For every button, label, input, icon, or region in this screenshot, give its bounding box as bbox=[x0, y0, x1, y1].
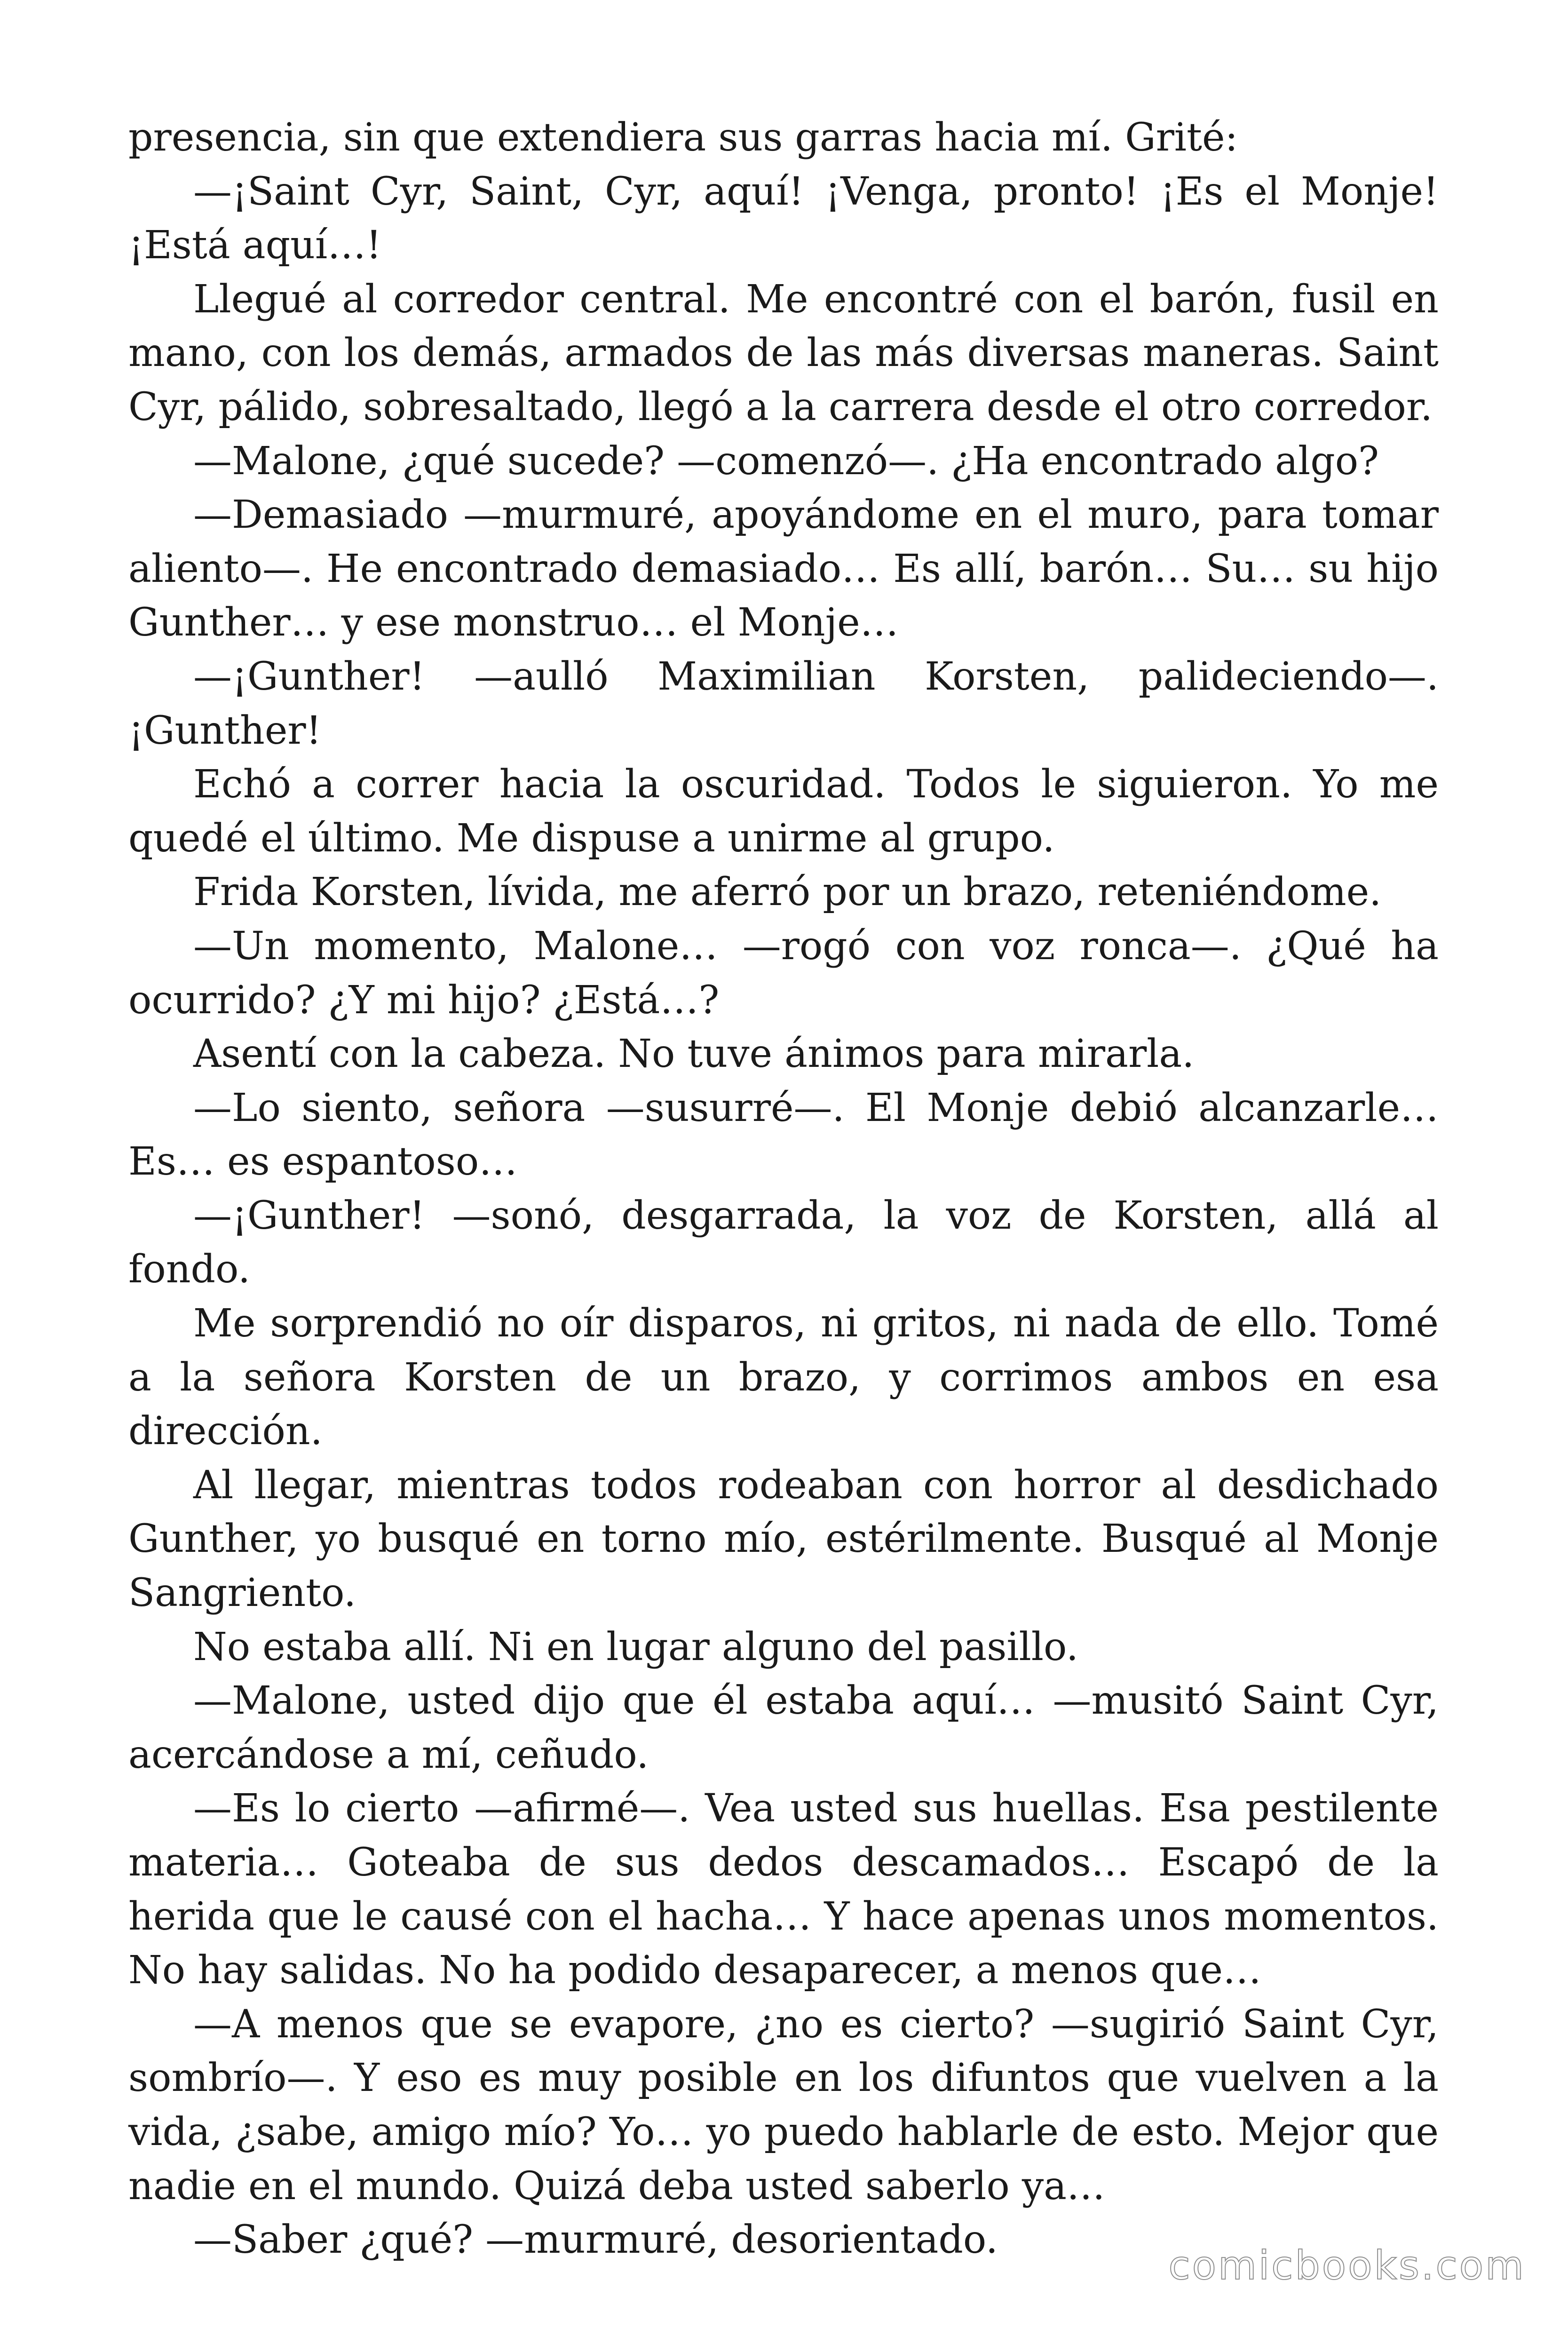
paragraph-5: —Demasiado —murmuré, apoyándome en el muro, para tomar aliento—. He encontrado demasiado… Es allí, barón… Su… su hijo Gunther… y ese monstruo… el Monje… bbox=[128, 493, 1439, 645]
paragraph-13: Me sorprendió no oír disparos, ni gritos, ni nada de ello. Tomé a la señora Korsten de un brazo, y corrimos ambos en esa dirección. bbox=[128, 1301, 1439, 1454]
paragraph-2: —¡Saint Cyr, Saint, Cyr, aquí! ¡Venga, pronto! ¡Es el Monje! ¡Está aquí…! bbox=[128, 169, 1439, 268]
paragraph-15: No estaba allí. Ni en lugar alguno del pasillo. bbox=[193, 1624, 1078, 1669]
paragraph-1: presencia, sin que extendiera sus garras hacia mí. Grité: bbox=[128, 115, 1238, 160]
paragraph-12: —¡Gunther! —sonó, desgarrada, la voz de Korsten, allá al fondo. bbox=[128, 1193, 1439, 1292]
paragraph-11: —Lo siento, señora —susurré—. El Monje debió alcanzarle… Es… es espantoso… bbox=[128, 1085, 1439, 1184]
paragraph-9: —Un momento, Malone… —rogó con voz ronca—. ¿Qué ha ocurrido? ¿Y mi hijo? ¿Está…? bbox=[128, 923, 1439, 1023]
paragraph-8: Frida Korsten, lívida, me aferró por un brazo, reteniéndome. bbox=[193, 870, 1382, 915]
paragraph-18: —A menos que se evapore, ¿no es cierto? —sugirió Saint Cyr, sombrío—. Y eso es muy posible en los difuntos que vuelven a la vida, ¿sabe, amigo mío? Yo… yo puedo hablarle de esto. Mejor que nadie en el mundo. Quizá deba usted saberlo ya… bbox=[128, 2002, 1439, 2209]
paragraph-4: —Malone, ¿qué sucede? —comenzó—. ¿Ha encontrado algo? bbox=[193, 438, 1379, 484]
paragraph-3: Llegué al corredor central. Me encontré con el barón, fusil en mano, con los demás, armados de las más diversas maneras. Saint Cyr, pálido, sobresaltado, llegó a la carrera desde el otro corredor. bbox=[128, 277, 1439, 429]
paragraph-7: Echó a correr hacia la oscuridad. Todos le siguieron. Yo me quedé el último. Me dispuse a unirme al grupo. bbox=[128, 762, 1439, 861]
paragraph-16: —Malone, usted dijo que él estaba aquí… —musitó Saint Cyr, acercándose a mí, ceñudo. bbox=[128, 1678, 1439, 1777]
watermark: comicbooks.com bbox=[1168, 2242, 1526, 2288]
paragraph-17: —Es lo cierto —afirmé—. Vea usted sus huellas. Esa pestilente materia… Goteaba de sus dedos descamados… Escapó de la herida que le causé con el hacha… Y hace apenas unos momentos. No hay salidas. No ha podido desaparecer, a menos que… bbox=[128, 1786, 1439, 1993]
paragraph-10: Asentí con la cabeza. No tuve ánimos para mirarla. bbox=[193, 1032, 1195, 1077]
page-body bbox=[128, 111, 1439, 2267]
paragraph-14: Al llegar, mientras todos rodeaban con horror al desdichado Gunther, yo busqué en torno mío, estérilmente. Busqué al Monje Sangriento. bbox=[128, 1462, 1439, 1616]
paragraph-19: —Saber ¿qué? —murmuré, desorientado. bbox=[193, 2217, 998, 2263]
paragraph-6: —¡Gunther! —aulló Maximilian Korsten, palideciendo—. ¡Gunther! bbox=[128, 654, 1439, 753]
